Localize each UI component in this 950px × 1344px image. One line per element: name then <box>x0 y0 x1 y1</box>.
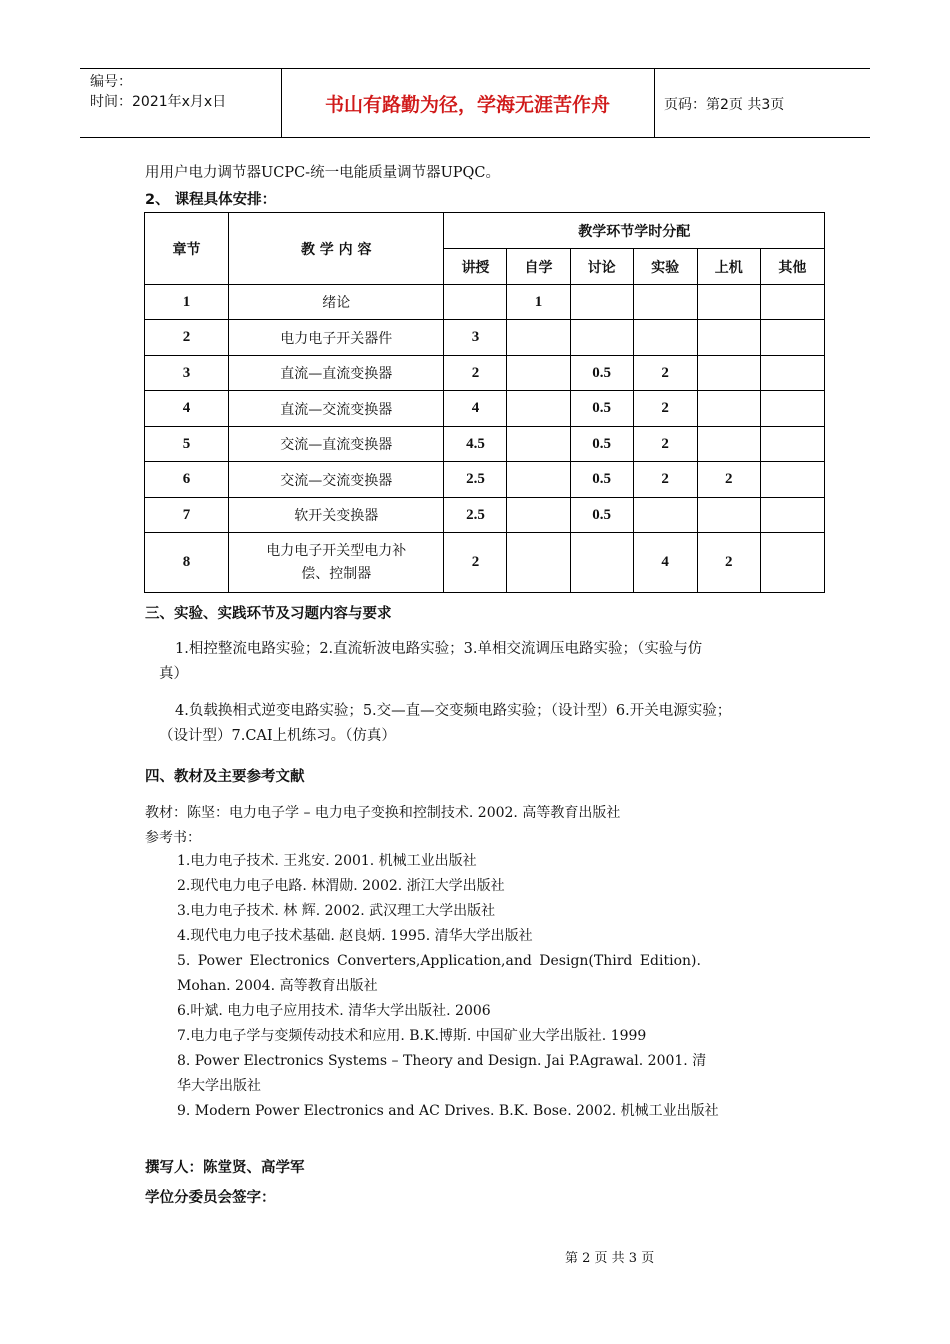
hours-cell <box>507 391 570 427</box>
reference-item: 7.电力电子学与变频传动技术和应用. B.K.博斯. 中国矿业大学出版社. 1999 <box>177 1028 647 1044</box>
chapter-cell: 8 <box>145 533 229 593</box>
content-cell-line: 电力电子开关型电力补 <box>266 542 407 559</box>
table-row <box>145 320 825 356</box>
hours-cell: 4.5 <box>444 427 507 462</box>
reference-item: 8. Power Electronics Systems – Theory and Design. Jai P.Agrawal. 2001. 清 <box>177 1053 707 1069</box>
reference-item: 华大学出版社 <box>177 1078 261 1094</box>
page-footer: 第 2 页 共 3 页 <box>565 1251 655 1266</box>
hours-cell <box>444 285 507 320</box>
hours-cell <box>697 285 760 320</box>
hours-cell <box>760 498 824 533</box>
header-meta <box>90 72 226 112</box>
subcol-header: 其他 <box>760 249 824 285</box>
schedule-table <box>144 212 825 593</box>
hours-cell: 2.5 <box>444 498 507 533</box>
hours-cell <box>570 533 633 593</box>
page-header <box>80 68 870 138</box>
hours-cell: 2 <box>697 533 760 593</box>
textbook-line: 教材：陈坚：电力电子学 – 电力电子变换和控制技术. 2002. 高等教育出版社 <box>145 805 621 821</box>
hours-cell: 2 <box>444 533 507 593</box>
paragraph-line: 1.相控整流电路实验；2.直流斩波电路实验；3.单相交流调压电路实验；（实验与仿 <box>175 641 703 657</box>
hours-cell <box>760 356 824 391</box>
content-cell <box>229 533 444 593</box>
section3-paragraph-2 <box>159 699 819 749</box>
hours-cell <box>760 320 824 356</box>
hours-cell: 0.5 <box>570 462 633 498</box>
hours-cell: 0.5 <box>570 498 633 533</box>
hours-cell <box>697 320 760 356</box>
hours-cell <box>633 498 697 533</box>
hours-cell <box>507 427 570 462</box>
hours-cell: 2 <box>633 391 697 427</box>
hours-cell: 0.5 <box>570 427 633 462</box>
reference-item: 2.现代电力电子电路. 林渭勋. 2002. 浙江大学出版社 <box>177 878 505 894</box>
hours-cell: 2 <box>697 462 760 498</box>
reference-item: 6.叶斌. 电力电子应用技术. 清华大学出版社. 2006 <box>177 1003 491 1019</box>
content-cell: 直流—交流变换器 <box>229 391 444 427</box>
hours-cell: 2.5 <box>444 462 507 498</box>
hours-cell: 2 <box>633 462 697 498</box>
content-cell: 电力电子开关器件 <box>229 320 444 356</box>
table-row <box>145 498 825 533</box>
table-row <box>145 533 825 593</box>
hours-cell <box>633 285 697 320</box>
subcol-header: 讨论 <box>570 249 633 285</box>
hours-cell: 1 <box>507 285 570 320</box>
hours-cell: 2 <box>633 356 697 391</box>
reference-item: 3.电力电子技术. 林 辉. 2002. 武汉理工大学出版社 <box>177 903 496 919</box>
table-header-row <box>145 213 825 249</box>
chapter-cell: 6 <box>145 462 229 498</box>
subcol-header: 上机 <box>697 249 760 285</box>
content-cell: 交流—直流变换器 <box>229 427 444 462</box>
hours-cell: 0.5 <box>570 356 633 391</box>
hours-cell <box>507 320 570 356</box>
hours-cell <box>570 285 633 320</box>
author-line: 撰写人：陈堂贤、高学军 <box>145 1160 305 1176</box>
hours-cell <box>633 320 697 356</box>
intro-line: 用用户电力调节器UCPC-统一电能质量调节器UPQC。 <box>145 165 501 181</box>
hours-cell <box>507 462 570 498</box>
reference-list <box>177 849 719 1124</box>
hours-cell: 3 <box>444 320 507 356</box>
reference-item: Mohan. 2004. 高等教育出版社 <box>177 978 378 994</box>
subcol-header: 讲授 <box>444 249 507 285</box>
header-motto: 书山有路勤为径，学海无涯苦作舟 <box>324 93 610 116</box>
table-row <box>145 391 825 427</box>
chapter-cell: 3 <box>145 356 229 391</box>
header-divider <box>654 69 655 137</box>
col-group-header: 教学环节学时分配 <box>444 213 825 249</box>
hours-cell: 4 <box>633 533 697 593</box>
col-chapter-header: 章节 <box>145 213 229 285</box>
reference-item: 4.现代电力电子技术基础. 赵良炳. 1995. 清华大学出版社 <box>177 928 533 944</box>
hours-cell: 2 <box>444 356 507 391</box>
chapter-cell: 1 <box>145 285 229 320</box>
content-cell: 交流—交流变换器 <box>229 462 444 498</box>
table-row <box>145 427 825 462</box>
chapter-cell: 4 <box>145 391 229 427</box>
hours-cell <box>697 391 760 427</box>
section4-title: 四、教材及主要参考文献 <box>145 769 305 785</box>
content-cell: 软开关变换器 <box>229 498 444 533</box>
chapter-cell: 2 <box>145 320 229 356</box>
hours-cell: 0.5 <box>570 391 633 427</box>
hours-cell <box>507 498 570 533</box>
section3-paragraph-1 <box>159 637 819 687</box>
reference-item: 1.电力电子技术. 王兆安. 2001. 机械工业出版社 <box>177 853 477 869</box>
content-cell: 直流—直流变换器 <box>229 356 444 391</box>
content-cell-line: 偿、控制器 <box>301 565 372 582</box>
paragraph-line: 4.负载换相式逆变电路实验；5.交—直—交变频电路实验；（设计型）6.开关电源实验； <box>175 703 732 719</box>
hours-cell <box>507 356 570 391</box>
schedule-title: 2、 课程具体安排： <box>145 192 277 208</box>
subcol-header: 实验 <box>633 249 697 285</box>
hours-cell <box>760 462 824 498</box>
hours-cell: 2 <box>633 427 697 462</box>
chapter-cell: 5 <box>145 427 229 462</box>
hours-cell <box>760 391 824 427</box>
header-page-info: 页码：第2页 共3页 <box>664 97 785 113</box>
hours-cell <box>697 356 760 391</box>
hours-cell <box>697 498 760 533</box>
doc-number-label: 编号： <box>90 74 132 90</box>
hours-cell <box>697 427 760 462</box>
table-row <box>145 356 825 391</box>
ref-label: 参考书： <box>145 830 201 846</box>
hours-cell <box>760 285 824 320</box>
table-row <box>145 462 825 498</box>
hours-cell: 4 <box>444 391 507 427</box>
col-content-header: 教 学 内 容 <box>229 213 444 285</box>
table-row <box>145 285 825 320</box>
paragraph-line: （设计型）7.CAI上机练习。（仿真） <box>159 728 396 744</box>
doc-time-label: 时间：2021年x月x日 <box>90 94 227 110</box>
section3-title: 三、实验、实践环节及习题内容与要求 <box>145 606 392 622</box>
reference-item: 9. Modern Power Electronics and AC Drives. B.K. Bose. 2002. 机械工业出版社 <box>177 1103 719 1119</box>
reference-item: 5. Power Electronics Converters,Application,and Design(Third Edition). <box>177 953 701 969</box>
hours-cell <box>507 533 570 593</box>
subcol-header: 自学 <box>507 249 570 285</box>
content-cell: 绪论 <box>229 285 444 320</box>
signature-line: 学位分委员会签字： <box>145 1190 276 1206</box>
hours-cell <box>570 320 633 356</box>
hours-cell <box>760 427 824 462</box>
hours-cell <box>760 533 824 593</box>
paragraph-line: 真） <box>159 666 188 682</box>
chapter-cell: 7 <box>145 498 229 533</box>
